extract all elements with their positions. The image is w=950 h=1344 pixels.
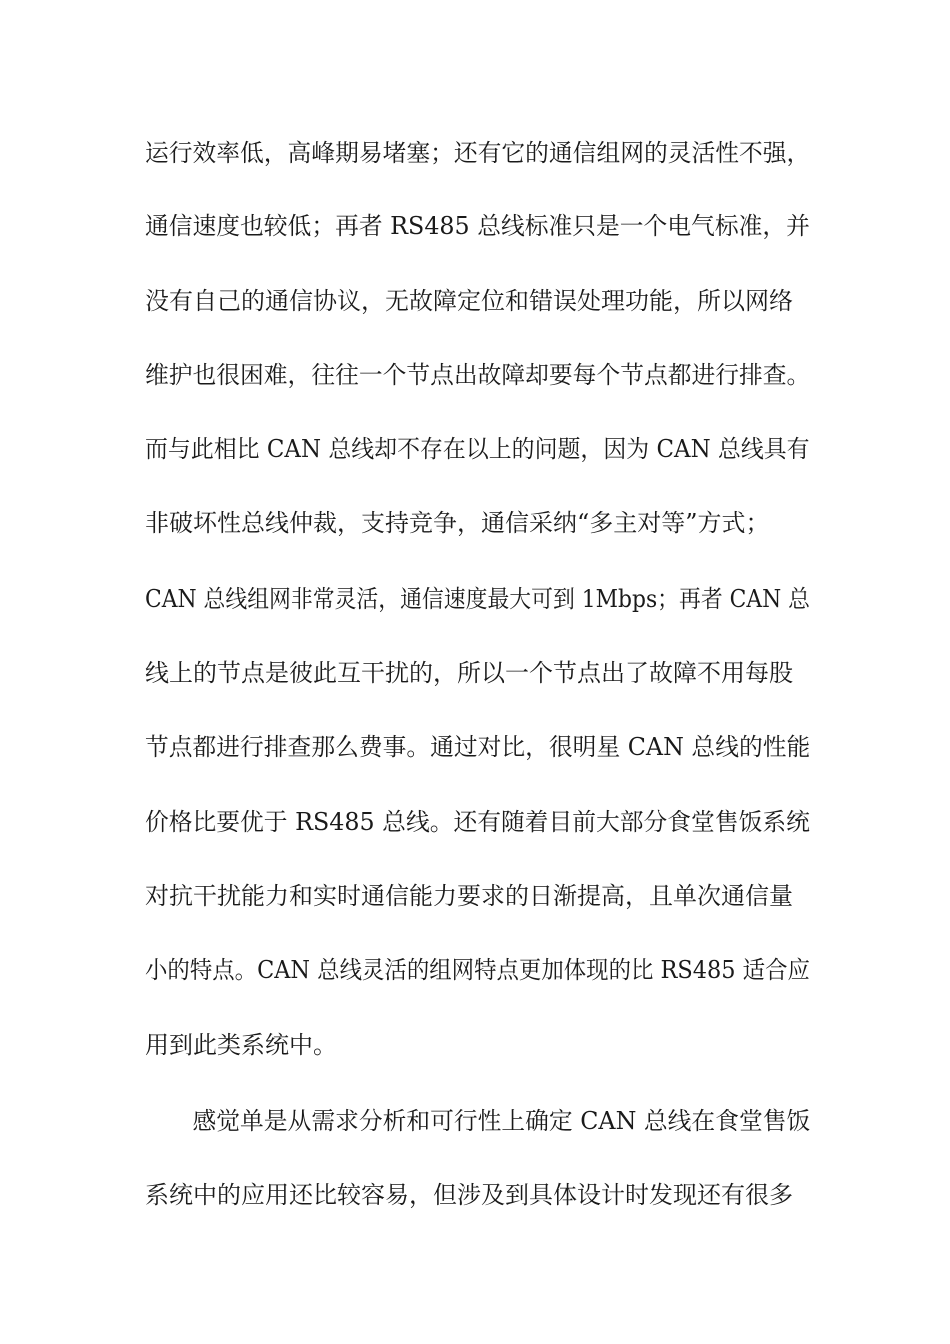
paragraph-start-line: 感觉单是从需求分析和可行性上确定 CAN 总线在食堂售饭 (145, 1107, 811, 1135)
text-line: CAN 总线组网非常灵活，通信速度最大可到 1Mbps；再者 CAN 总 (145, 585, 811, 613)
text-line: 对抗干扰能力和实时通信能力要求的日渐提高，且单次通信量 (145, 882, 793, 910)
text-line: 系统中的应用还比较容易，但涉及到具体设计时发现还有很多 (145, 1181, 793, 1209)
text-line: 运行效率低，高峰期易堵塞；还有它的通信组网的灵活性不强， (145, 139, 811, 167)
text-line: 没有自己的通信协议，无故障定位和错误处理功能，所以网络 (145, 287, 793, 315)
text-line: 用到此类系统中。 (145, 1031, 337, 1059)
text-line: 节点都进行排查那么费事。通过对比，很明星 CAN 总线的性能 (145, 733, 811, 761)
text-line: 价格比要优于 RS485 总线。还有随着目前大部分食堂售饭系统 (145, 808, 810, 836)
text-line: 维护也很困难，往往一个节点出故障却要每个节点都进行排查。 (145, 361, 811, 389)
text-line: 非破坏性总线仲裁，支持竞争，通信采纳“多主对等”方式； (145, 509, 770, 537)
text-line: 而与此相比 CAN 总线却不存在以上的问题，因为 CAN 总线具有 (145, 435, 810, 463)
text-line: 小的特点。CAN 总线灵活的组网特点更加体现的比 RS485 适合应 (145, 956, 810, 984)
text-line: 线上的节点是彼此互干扰的，所以一个节点出了故障不用每股 (145, 659, 793, 687)
text-line: 通信速度也较低；再者 RS485 总线标准只是一个电气标准，并 (145, 212, 810, 240)
